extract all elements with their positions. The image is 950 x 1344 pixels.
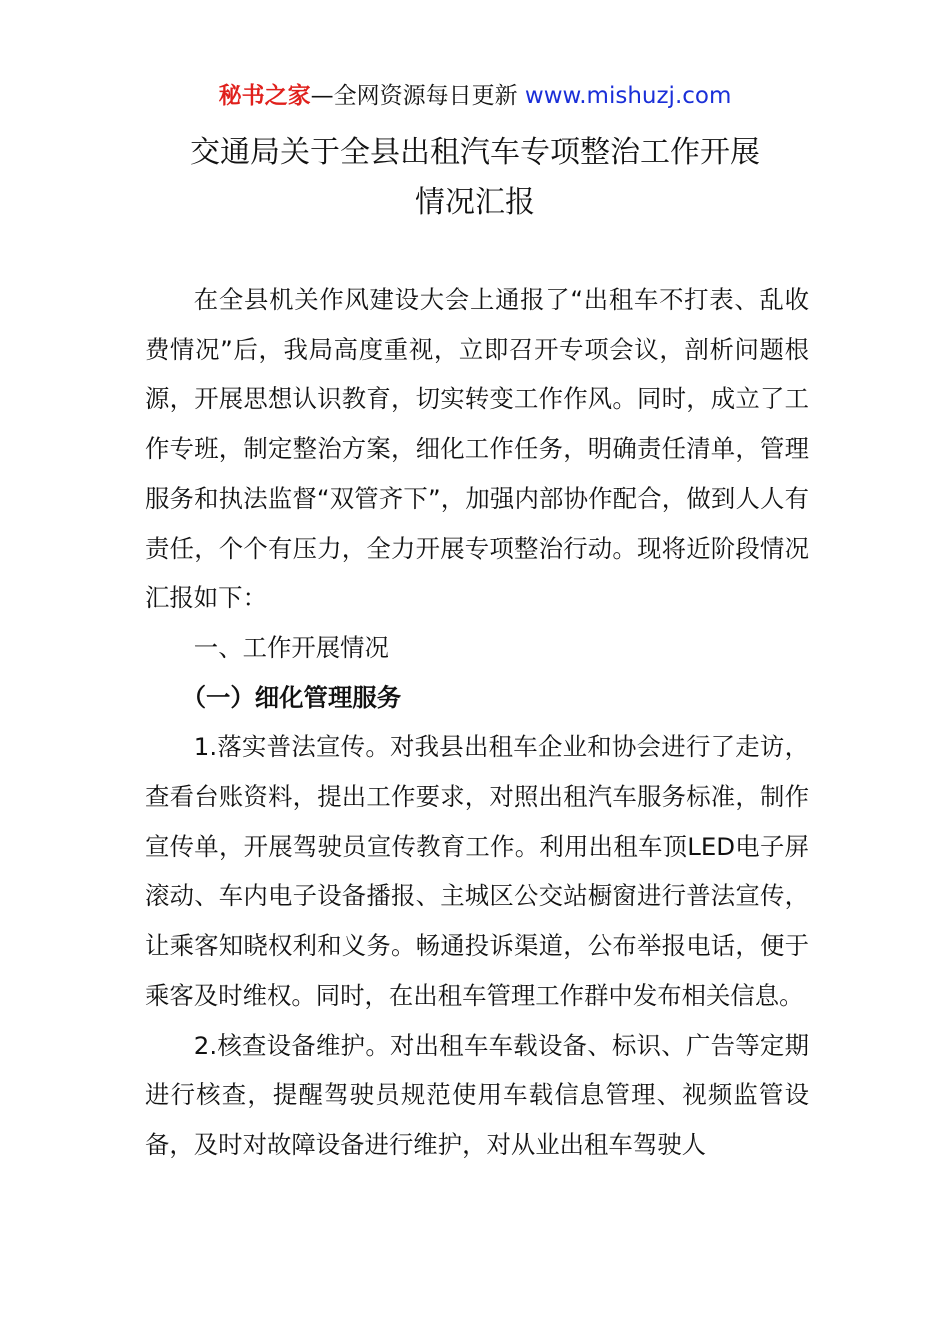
section-heading: 一、工作开展情况 xyxy=(193,632,389,662)
banner-tagline: —全网资源每日更新 xyxy=(310,83,518,109)
item-paragraph-1: 1.落实普法宣传。对我县出租车企业和协会进行了走访，查看台账资料，提出工作要求，对照出租汽车服务标准，制作宣传单，开展驾驶员宣传教育工作。利用出租车顶LED电子屏滚动、车内电子设备播报、主城区公交站橱窗进行普法宣传，让乘客知晓权利和义务。畅通投诉渠道，公布举报电话，便于乘客及时维权。同时，在出租车管理工作群中发布相关信息。 xyxy=(145,732,809,1010)
brand-name: 秘书之家 xyxy=(218,83,311,109)
title-line-2: 情况汇报 xyxy=(415,185,535,220)
document-body xyxy=(145,275,809,1170)
intro-paragraph: 在全县机关作风建设大会上通报了“出租车不打表、乱收费情况”后，我局高度重视，立即召开专项会议，剖析问题根源，开展思想认识教育，切实转变工作作风。同时，成立了工作专班，制定整治方案，细化工作任务，明确责任清单，管理服务和执法监督“双管齐下”，加强内部协作配合，做到人人有责任，个个有压力，全力开展专项整治行动。现将近阶段情况汇报如下： xyxy=(145,285,809,613)
item-paragraph-2: 2.核查设备维护。对出租车车载设备、标识、广告等定期进行核查，提醒驾驶员规范使用车载信息管理、视频监管设备，及时对故障设备进行维护，对从业出租车驾驶人 xyxy=(145,1030,809,1159)
site-url-link[interactable]: www.mishuzj.com xyxy=(524,83,732,109)
site-banner xyxy=(0,80,950,112)
document-title xyxy=(0,128,950,228)
title-line-1: 交通局关于全县出租汽车专项整治工作开展 xyxy=(190,135,760,170)
subsection-heading: （一）细化管理服务 xyxy=(181,682,402,712)
